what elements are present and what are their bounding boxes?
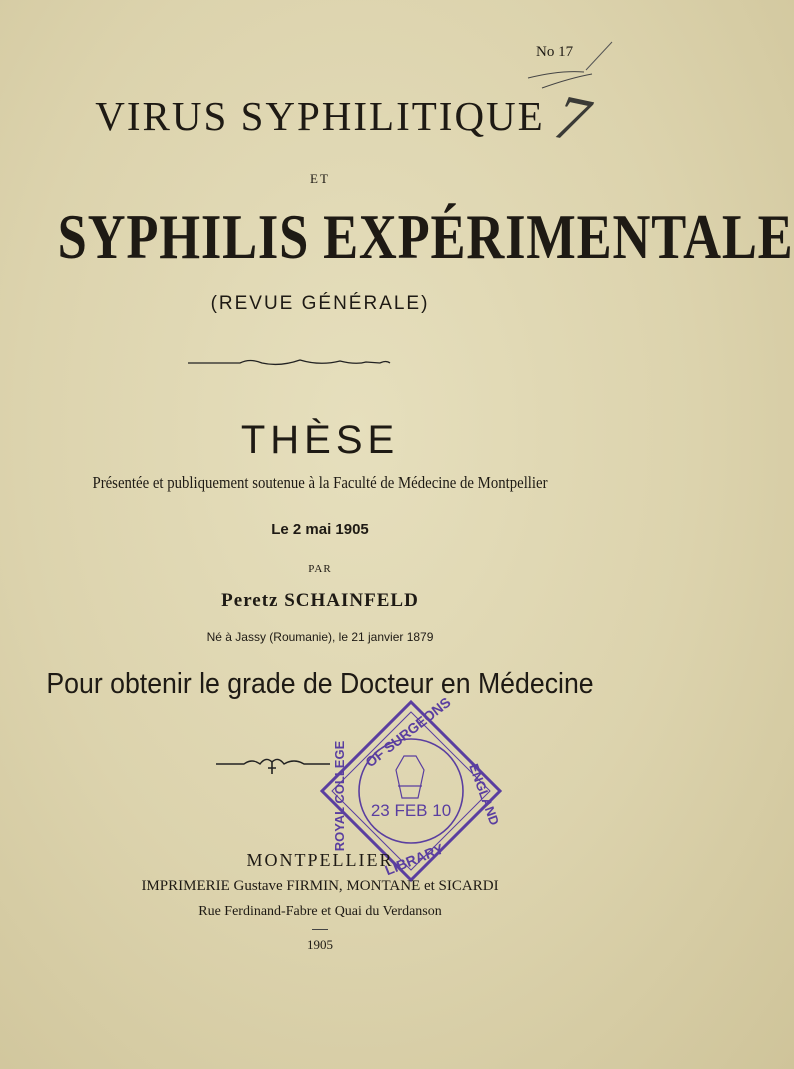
subtitle: (REVUE GÉNÉRALE) [210,293,430,314]
handwritten-mark: 7 [549,80,596,157]
imprint-address: Rue Ferdinand-Fabre et Quai du Verdanson [198,904,442,919]
flourish-ornament [0,357,640,369]
imprint-printer: IMPRIMERIE Gustave FIRMIN, MONTANE et SICARDI [141,878,499,894]
by-label: PAR [308,563,332,575]
publication-year: 1905 [307,937,333,952]
ornament-divider-top [0,356,640,368]
thesis-heading: THÈSE [240,418,400,462]
stamp-left-text: ROYAL COLLEGE [332,740,347,852]
imprint-city: MONTPELLIER [246,850,394,870]
year-rule [312,929,328,930]
author-name: Peretz SCHAINFELD [221,590,419,611]
title-line-1: VIRUS SYPHILITIQUE [95,93,545,139]
stamp-right-text: ENGLAND [466,761,503,828]
stamp-date: 23 FEB 10 [370,801,452,820]
defense-date: Le 2 mai 1905 [271,521,369,538]
stamp-bottom-text: LIBRARY [382,840,446,879]
degree-line: Pour obtenir le grade de Docteur en Médecine [46,668,594,700]
stamp-top-text: OF SURGEONS [362,693,454,771]
printer-ornament [214,752,334,776]
shelfmark: No 17 [536,44,574,60]
birth-info: Né à Jassy (Roumanie), le 21 janvier 1879 [206,630,434,644]
presentation-line: Présentée et publiquement soutenue à la Faculté de Médecine de Montpellier [92,473,548,492]
title-conjunction: ET [310,171,330,186]
title-line-2: SYPHILIS EXPÉRIMENTALE [57,201,794,272]
